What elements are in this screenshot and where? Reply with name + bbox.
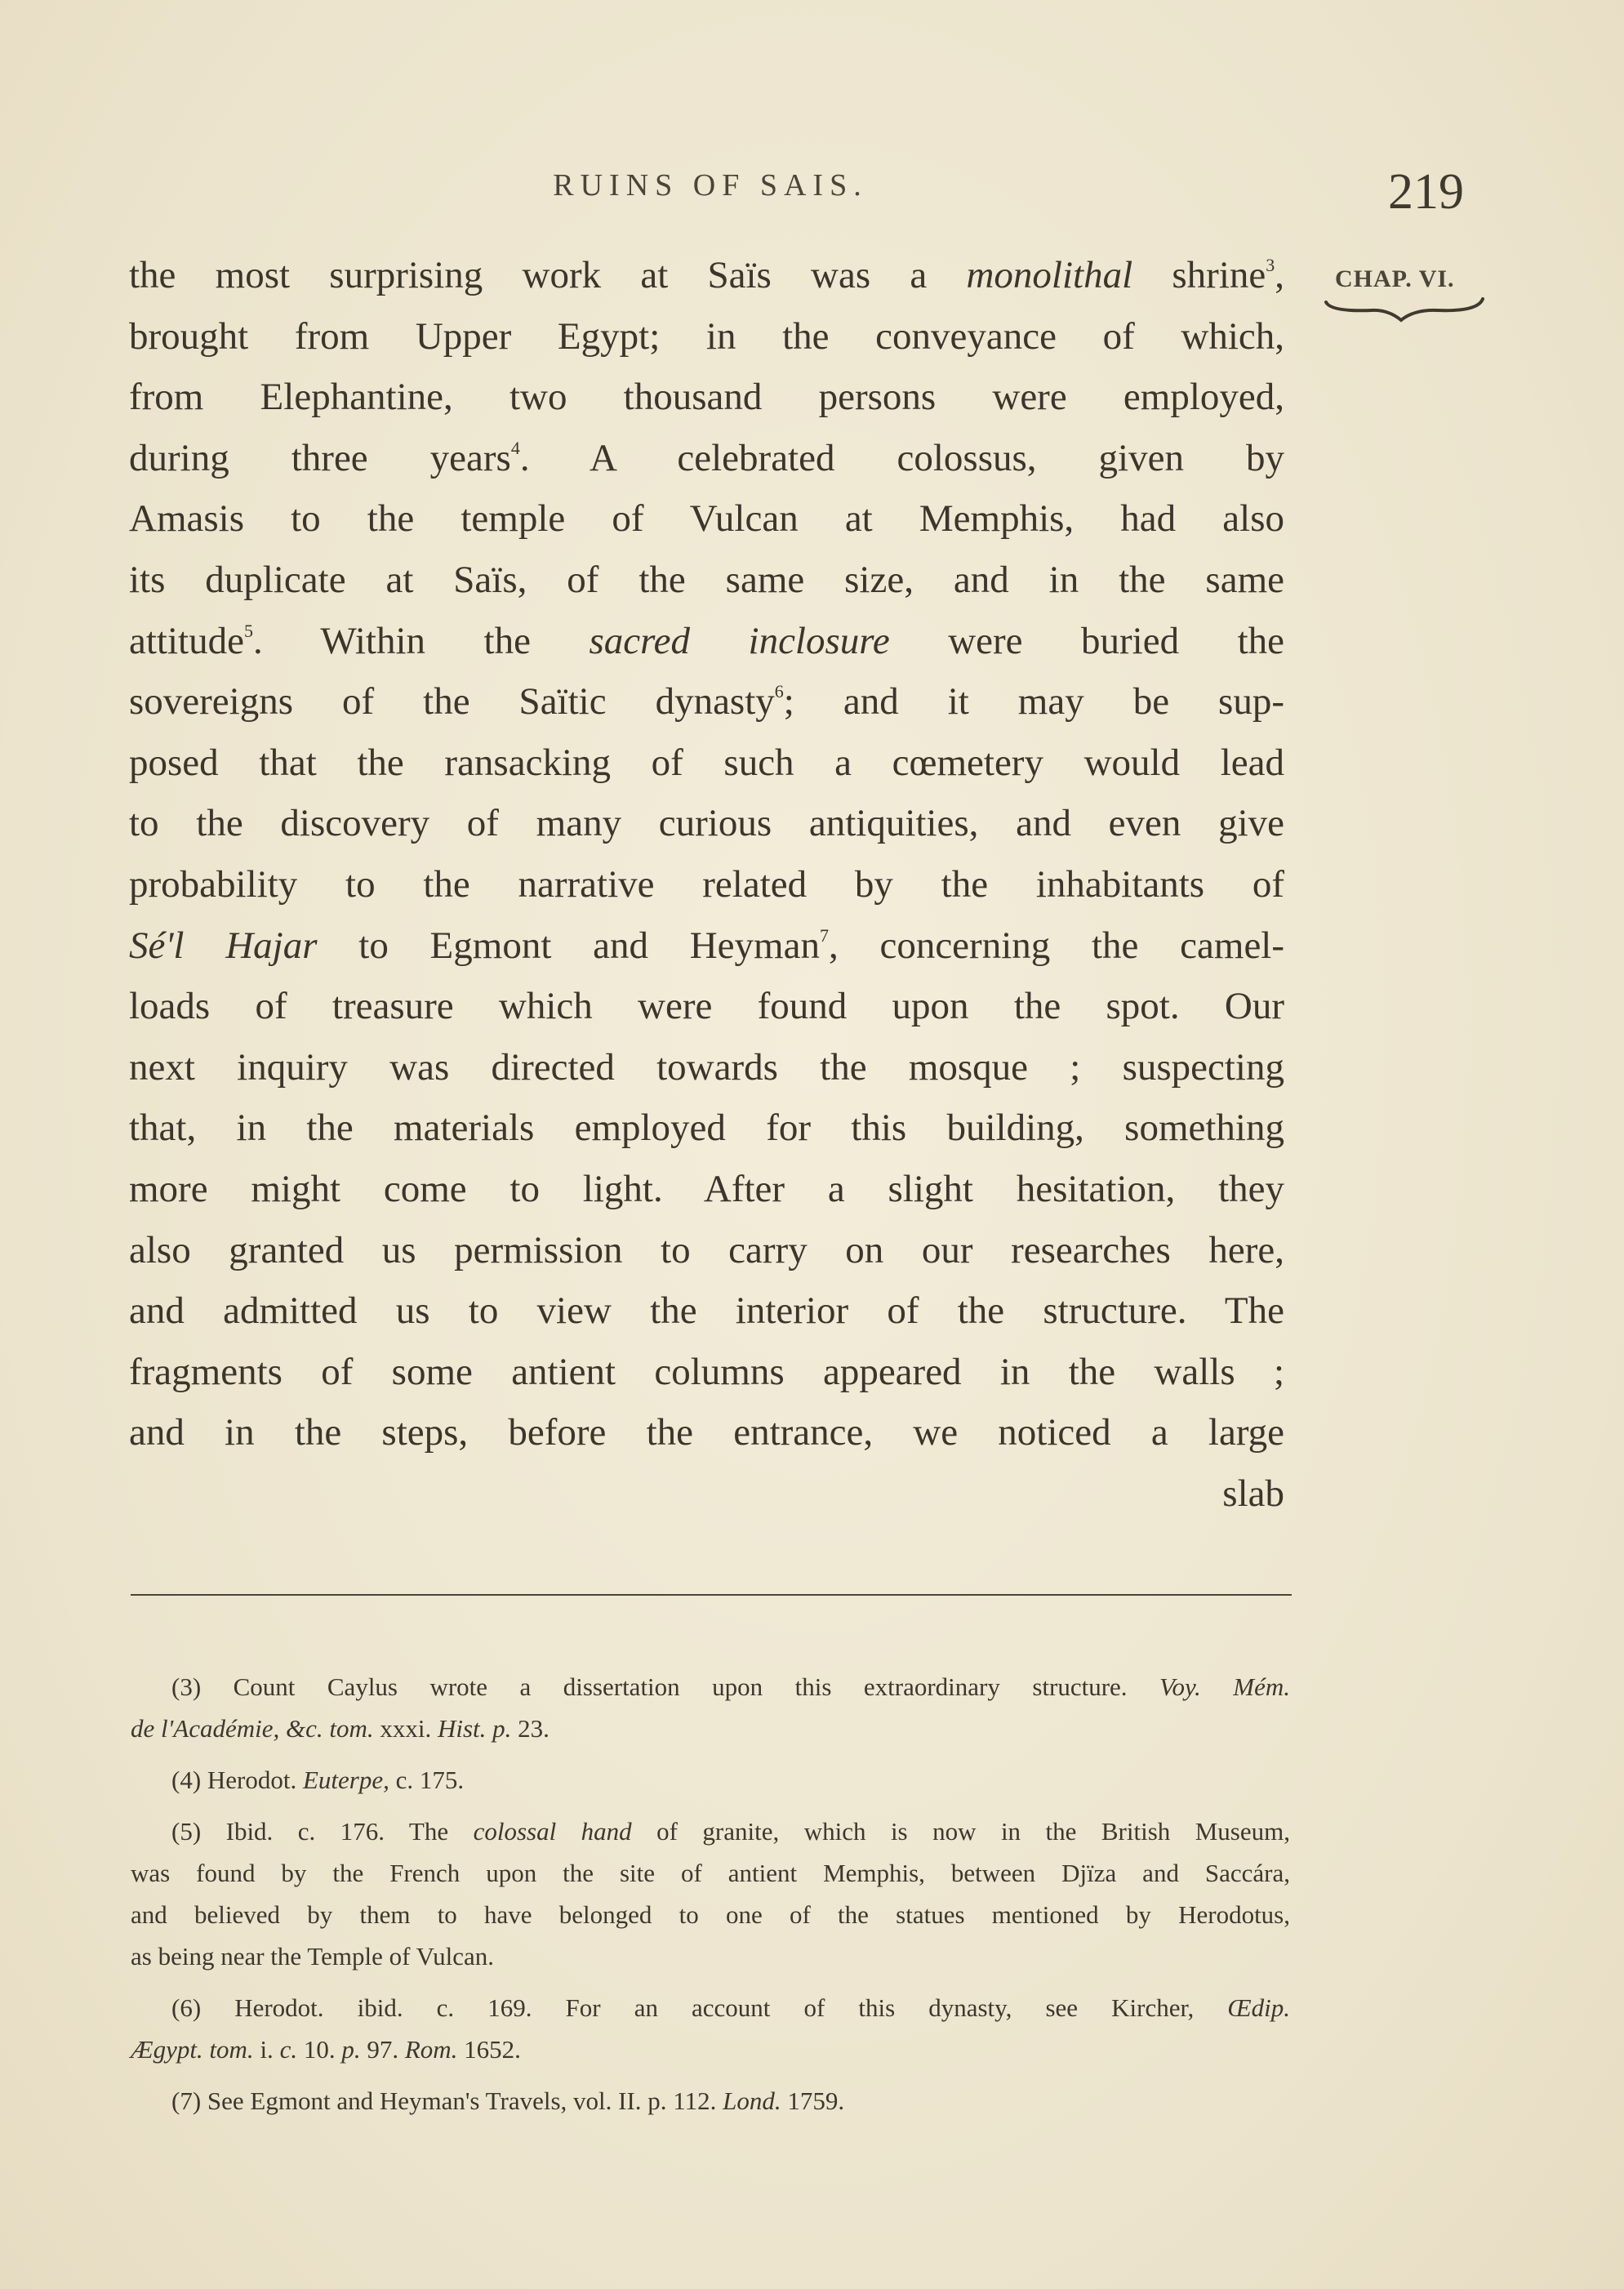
text-line: more might come to light. After a slight hesitation, they — [129, 1167, 1284, 1210]
footnote-7: (7) See Egmont and Heyman's Travels, vol. II. p. 112. Lond. 1759. — [171, 2086, 845, 2115]
catchword: slab — [1222, 1472, 1284, 1515]
running-title: RUINS OF SAIS. — [553, 168, 868, 203]
text-line: its duplicate at Saïs, of the same size, and in the same — [129, 558, 1284, 601]
chapter-margin-note: CHAP. VI. — [1335, 265, 1455, 292]
text-line: to the discovery of many curious antiquities, and even give — [129, 802, 1284, 845]
footnotes — [131, 1666, 1290, 2131]
text-line: attitude$^5$. Within the sacred inclosure were buried the — [129, 619, 1284, 662]
text-line: and in the steps, before the entrance, we noticed a large — [129, 1411, 1284, 1454]
page-number: 219 — [1388, 164, 1464, 220]
footnote-3: (3) Count Caylus wrote a dissertation upon this extraordinary structure. Voy. Mém. de l'Académie, &c. tom. xxxi. Hist. p. 23. — [131, 1672, 1290, 1743]
footnote-ref: 3 — [1266, 255, 1275, 275]
footnote-ref: 5 — [243, 620, 253, 641]
footnote-ref: 7 — [819, 924, 829, 946]
text-line: the most surprising work at Saïs was a monolithal shrine$^3$, — [129, 254, 1284, 296]
text-line: next inquiry was directed towards the mosque ; suspecting — [129, 1045, 1284, 1089]
text-line: brought from Upper Egypt; in the conveyance of which, — [129, 314, 1284, 358]
margin-brace — [1323, 296, 1486, 328]
footnote-ref: 6 — [774, 681, 784, 702]
text-line: that, in the materials employed for this building, something — [129, 1107, 1284, 1150]
text-line: sovereigns of the Saïtic dynasty$^6$; and it may be sup- — [129, 680, 1284, 724]
footnote-5: (5) Ibid. c. 176. The colossal hand of granite, which is now in the British Museum, was found by the French upon the site of antient Memphis, between Djïza and Saccára, and believed by them to have belonged to one of the statues mentioned by Herodotus, as being near the Temple of Vulcan. — [131, 1817, 1290, 1971]
main-text — [129, 245, 1284, 1524]
text-line: probability to the narrative related by the inhabitants of — [129, 862, 1284, 906]
text-line: from Elephantine, two thousand persons were employed, — [129, 376, 1284, 419]
footnote-divider — [131, 1594, 1292, 1596]
text-line: fragments of some antient columns appeared in the walls ; — [129, 1350, 1284, 1393]
footnote-4: (4) Herodot. Euterpe, c. 175. — [171, 1766, 465, 1794]
text-line: also granted us permission to carry on our researches here, — [129, 1228, 1284, 1271]
text-line: Amasis to the temple of Vulcan at Memphis, had also — [129, 497, 1284, 541]
footnote-ref: 4 — [510, 437, 520, 458]
text-line: loads of treasure which were found upon the spot. Our — [129, 985, 1284, 1028]
text-line: posed that the ransacking of such a cœmetery would lead — [129, 741, 1284, 784]
text-line: and admitted us to view the interior of the structure. The — [129, 1289, 1284, 1333]
text-line: during three years$^4$. A celebrated colossus, given by — [129, 436, 1284, 479]
footnote-6: (6) Herodot. ibid. c. 169. For an account of this dynasty, see Kircher, Œdip. Ægypt. tom. i. c. 10. p. 97. Rom. 1652. — [131, 1993, 1290, 2064]
text-line: Sé'l Hajar to Egmont and Heyman$^7$, concerning the camel- — [129, 924, 1284, 967]
